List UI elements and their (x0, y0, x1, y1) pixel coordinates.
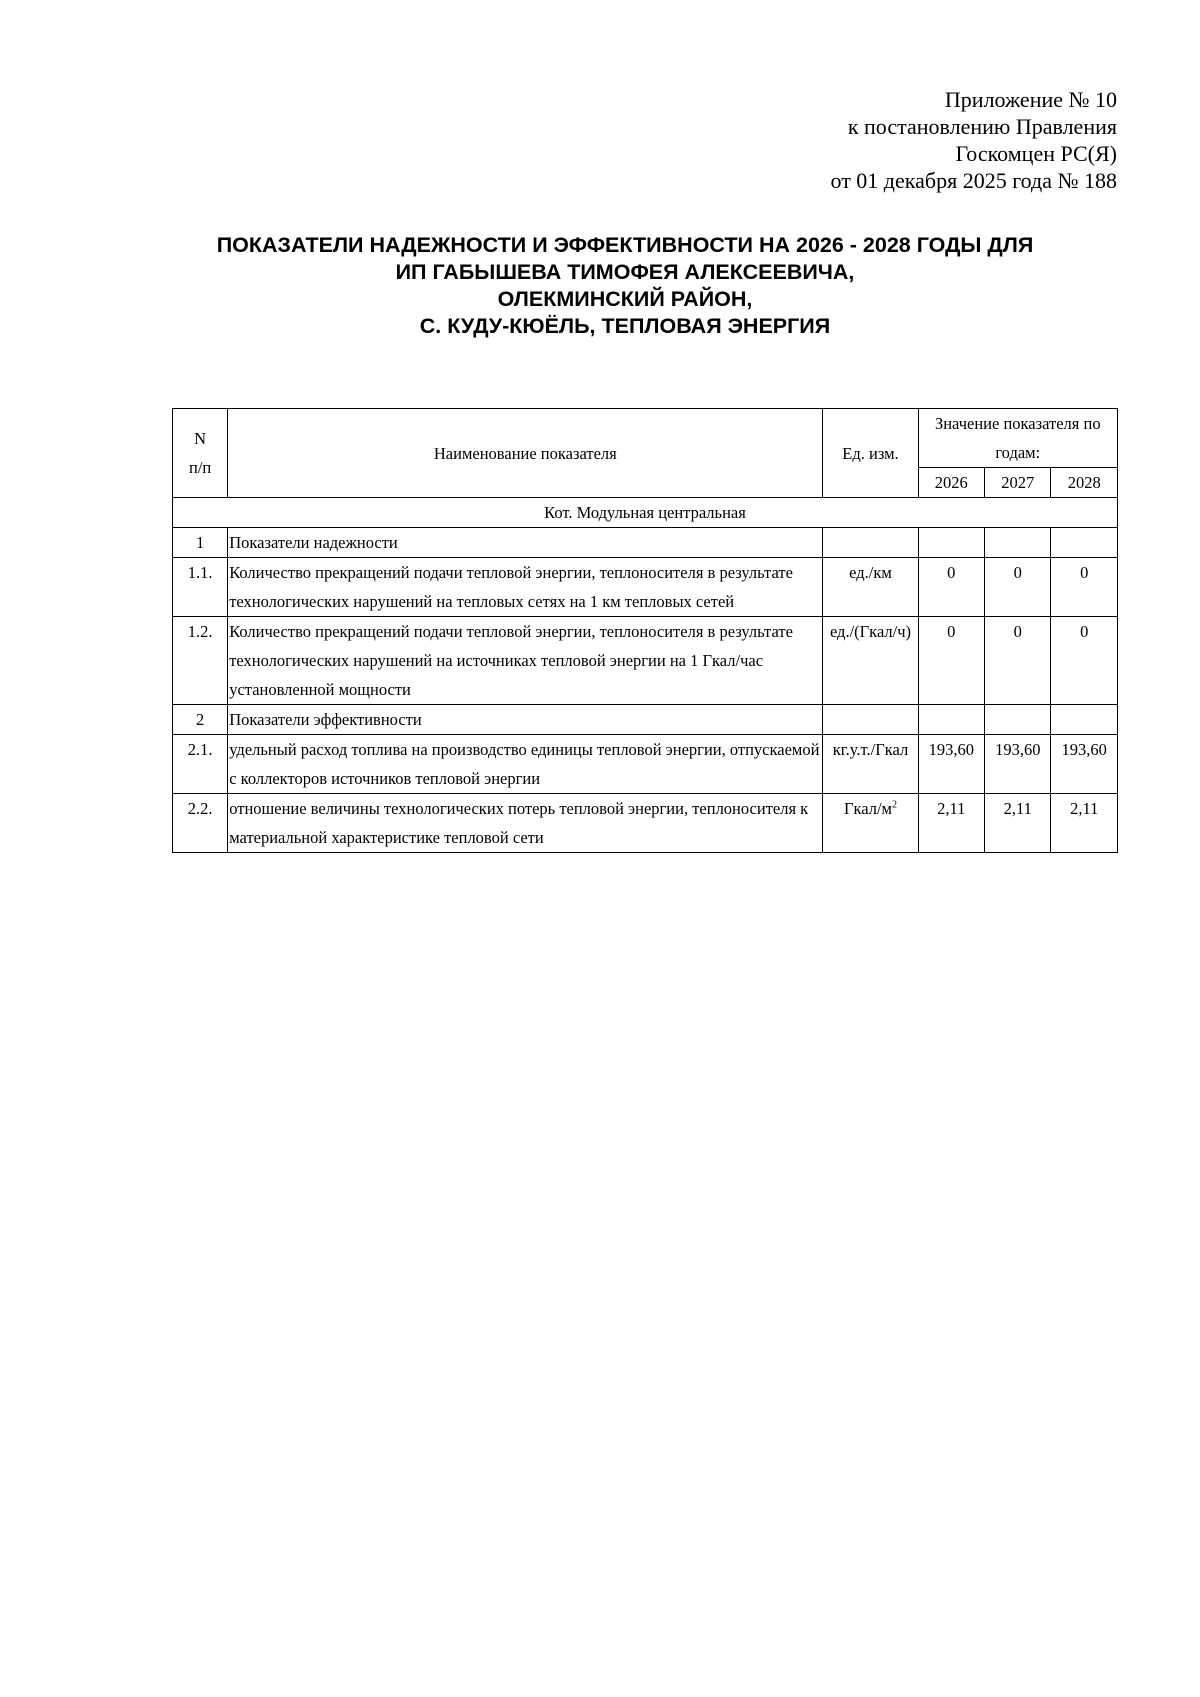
row-value-2026: 193,60 (918, 735, 984, 794)
row-num: 2.2. (173, 794, 228, 853)
row-value-2027: 0 (985, 558, 1051, 617)
row-unit-base: Гкал/м (843, 799, 893, 818)
table-header-row (173, 409, 1118, 468)
row-name: Показатели надежности (228, 528, 823, 558)
row-unit (823, 794, 918, 853)
title-line-3: ОЛЕКМИНСКИЙ РАЙОН, (497, 287, 753, 311)
row-value-2028: 193,60 (1051, 735, 1118, 794)
header-unit: Ед. изм. (823, 409, 918, 498)
row-value-2027 (985, 528, 1051, 558)
appendix-resolution-ref: к постановлению Правления (847, 114, 1117, 139)
row-name: Количество прекращений подачи тепловой энергии, теплоносителя в результате технологических нарушений на тепловых сетях на 1 км тепловых сетей (228, 558, 823, 617)
row-unit: кг.у.т./Гкал (823, 735, 918, 794)
row-num: 1.2. (173, 617, 228, 705)
row-value-2026: 0 (918, 617, 984, 705)
row-value-2027: 0 (985, 617, 1051, 705)
row-value-2028: 2,11 (1051, 794, 1118, 853)
row-value-2026 (918, 705, 984, 735)
title-line-2: ИП ГАБЫШЕВА ТИМОФЕЯ АЛЕКСЕЕВИЧА, (395, 260, 855, 284)
header-num-line1: N (194, 429, 207, 448)
row-unit (823, 528, 918, 558)
row-value-2027: 193,60 (985, 735, 1051, 794)
header-year-2026: 2026 (918, 468, 984, 498)
indicators-table (172, 408, 1118, 853)
header-num (173, 409, 228, 498)
appendix-authority: Госкомцен РС(Я) (955, 141, 1117, 166)
table-row (173, 558, 1118, 617)
row-value-2026 (918, 528, 984, 558)
row-value-2027 (985, 705, 1051, 735)
row-value-2028: 0 (1051, 558, 1118, 617)
title-line-1: ПОКАЗАТЕЛИ НАДЕЖНОСТИ И ЭФФЕКТИВНОСТИ НА 2026 - 2028 ГОДЫ ДЛЯ (216, 233, 1034, 257)
row-num: 1.1. (173, 558, 228, 617)
row-value-2028: 0 (1051, 617, 1118, 705)
title-line-4: С. КУДУ-КЮЁЛЬ, ТЕПЛОВАЯ ЭНЕРГИЯ (419, 314, 831, 338)
row-num: 1 (173, 528, 228, 558)
section-label: Кот. Модульная центральная (173, 498, 1118, 528)
header-values-group: Значение показателя по годам: (918, 409, 1117, 468)
row-name: отношение величины технологических потерь тепловой энергии, теплоносителя к материальной характеристике тепловой сети (228, 794, 823, 853)
table-row (173, 705, 1118, 735)
table-row (173, 735, 1118, 794)
row-unit: ед./(Гкал/ч) (823, 617, 918, 705)
row-value-2028 (1051, 705, 1118, 735)
section-row (173, 498, 1118, 528)
table-row (173, 617, 1118, 705)
row-unit: ед./км (823, 558, 918, 617)
row-value-2026: 0 (918, 558, 984, 617)
row-unit-superscript: 2 (892, 799, 898, 811)
row-unit (823, 705, 918, 735)
header-year-2028: 2028 (1051, 468, 1118, 498)
appendix-header (830, 86, 1117, 194)
header-year-2027: 2027 (985, 468, 1051, 498)
row-num: 2 (173, 705, 228, 735)
appendix-date: от 01 декабря 2025 года № 188 (830, 168, 1117, 193)
row-name: Показатели эффективности (228, 705, 823, 735)
document-title (150, 232, 1100, 340)
row-value-2027: 2,11 (985, 794, 1051, 853)
table-row (173, 528, 1118, 558)
table-row (173, 794, 1118, 853)
appendix-number: Приложение № 10 (944, 87, 1117, 112)
row-name: Количество прекращений подачи тепловой энергии, теплоносителя в результате технологических нарушений на источниках тепловой энергии на 1 Гкал/час установленной мощности (228, 617, 823, 705)
row-num: 2.1. (173, 735, 228, 794)
row-name: удельный расход топлива на производство единицы тепловой энергии, отпускаемой с коллекторов источников тепловой энергии (228, 735, 823, 794)
row-value-2026: 2,11 (918, 794, 984, 853)
header-num-line2: п/п (188, 458, 212, 477)
row-value-2028 (1051, 528, 1118, 558)
header-name: Наименование показателя (228, 409, 823, 498)
